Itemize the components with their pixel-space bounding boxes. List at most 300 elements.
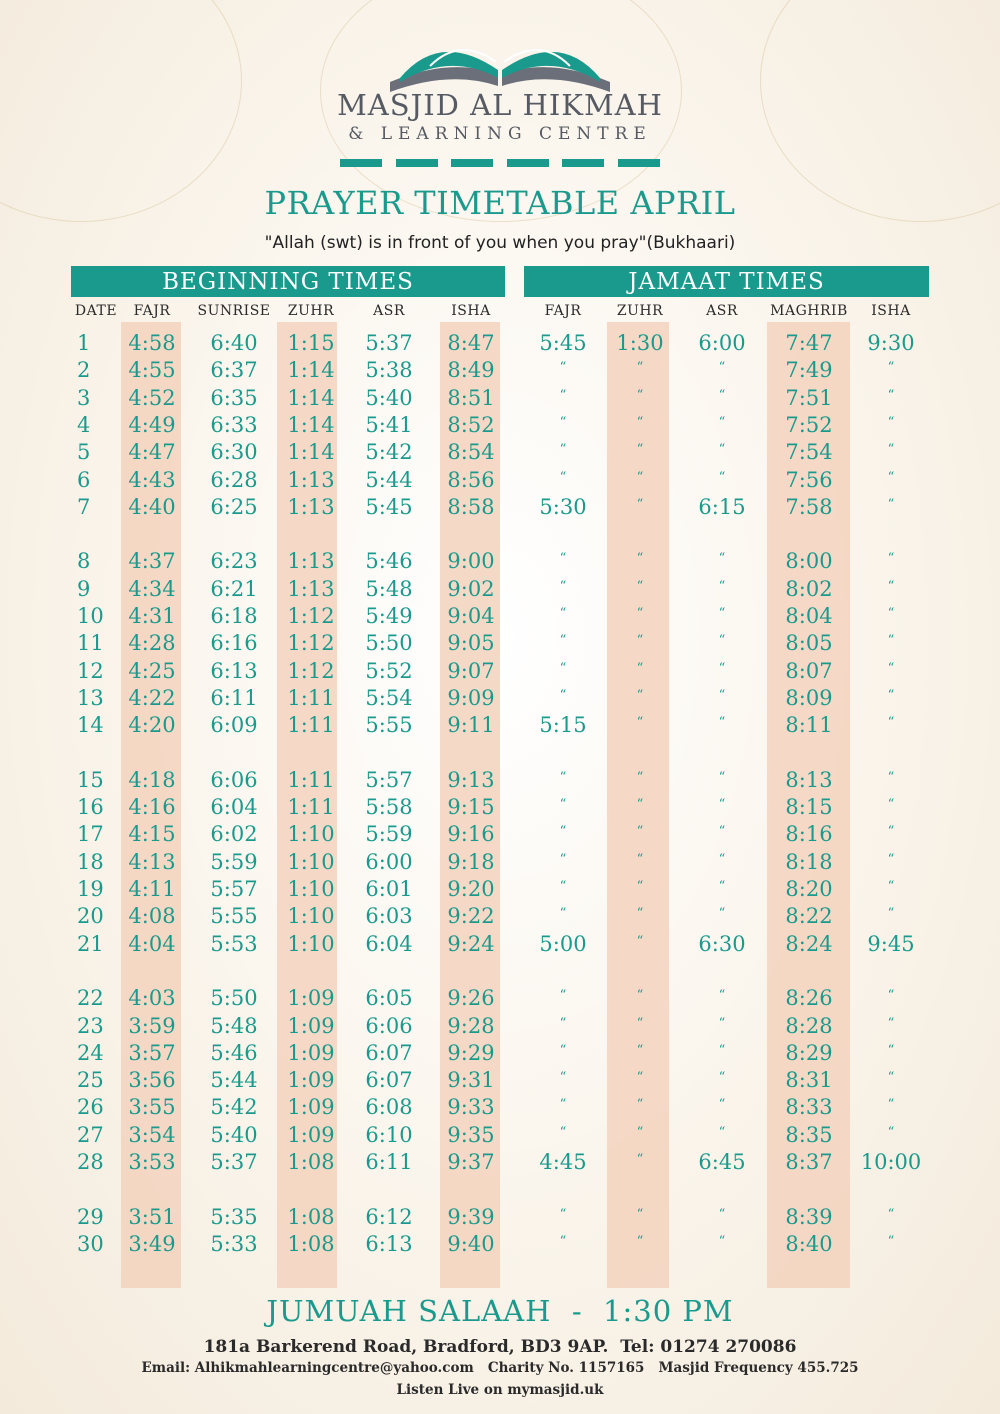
col-header-jamaat-fajr: FAJR	[544, 303, 582, 319]
cell-isha: 9:26	[447, 986, 495, 1011]
cell-jamaat-fajr: “	[559, 1042, 567, 1058]
cell-jamaat-fajr: “	[559, 578, 567, 594]
cell-jamaat-asr: “	[718, 687, 726, 703]
cell-jamaat-zuhr: 1:30	[616, 331, 664, 355]
cell-jamaat-asr: “	[718, 360, 726, 376]
cell-jamaat-asr: “	[718, 1015, 726, 1031]
cell-jamaat-asr: “	[718, 606, 726, 621]
cell-date: 16	[77, 795, 104, 820]
cell-jamaat-asr: “	[718, 1070, 726, 1086]
cell-asr: 5:37	[365, 331, 413, 355]
cell-jamaat-zuhr: “	[636, 988, 644, 1004]
cell-fajr: 4:16	[128, 795, 176, 820]
cell-jamaat-fajr: 5:45	[539, 331, 587, 355]
cell-jamaat-zuhr: “	[636, 933, 644, 949]
cell-jamaat-asr: “	[718, 797, 726, 813]
dash	[340, 159, 382, 167]
cell-sunrise: 6:18	[210, 604, 258, 628]
cell-asr: 6:01	[365, 877, 413, 901]
cell-sunrise: 6:33	[210, 412, 258, 437]
cell-jamaat-zuhr: “	[636, 578, 644, 594]
cell-jamaat-isha: 9:30	[867, 331, 915, 355]
cell-date: 23	[77, 1013, 104, 1038]
cell-jamaat-maghrib: 8:20	[785, 877, 833, 901]
cell-jamaat-zuhr: “	[636, 360, 644, 376]
cell-zuhr: 1:13	[287, 549, 335, 574]
cell-isha: 9:28	[447, 1013, 495, 1038]
cell-asr: 5:45	[365, 494, 413, 519]
cell-jamaat-isha: “	[887, 1206, 895, 1222]
cell-isha: 9:31	[447, 1068, 495, 1093]
cell-jamaat-zuhr: “	[636, 851, 644, 867]
cell-fajr: 4:34	[128, 576, 176, 601]
cell-sunrise: 6:40	[210, 331, 258, 355]
cell-jamaat-asr: “	[718, 414, 726, 430]
cell-isha: 9:00	[447, 549, 495, 574]
cell-zuhr: 1:09	[287, 1040, 335, 1065]
cell-isha: 9:04	[447, 604, 495, 628]
cell-isha: 9:24	[447, 931, 495, 956]
cell-date: 20	[77, 904, 104, 929]
cell-fajr: 3:53	[128, 1150, 176, 1174]
cell-jamaat-maghrib: 8:22	[785, 904, 833, 929]
cell-jamaat-fajr: 5:30	[539, 494, 587, 519]
cell-jamaat-asr: “	[718, 1233, 726, 1249]
cell-fajr: 3:59	[128, 1013, 176, 1038]
cell-asr: 6:07	[365, 1068, 413, 1093]
cell-jamaat-asr: “	[718, 769, 726, 785]
cell-jamaat-isha: “	[887, 769, 895, 785]
cell-jamaat-fajr: “	[559, 442, 567, 458]
cell-jamaat-zuhr: “	[636, 633, 644, 649]
cell-jamaat-maghrib: 8:24	[785, 931, 833, 956]
cell-sunrise: 5:44	[210, 1068, 258, 1093]
cell-fajr: 4:03	[128, 986, 176, 1011]
cell-jamaat-maghrib: 8:16	[785, 822, 833, 847]
cell-zuhr: 1:09	[287, 986, 335, 1011]
cell-isha: 8:54	[447, 440, 495, 465]
cell-sunrise: 5:33	[210, 1231, 258, 1256]
cell-jamaat-zuhr: “	[636, 387, 644, 403]
cell-date: 6	[77, 467, 91, 492]
cell-isha: 9:22	[447, 904, 495, 929]
cell-jamaat-asr: “	[718, 442, 726, 458]
cell-jamaat-asr: “	[718, 551, 726, 567]
cell-asr: 5:41	[365, 412, 413, 437]
cell-date: 27	[77, 1122, 104, 1147]
cell-jamaat-maghrib: 7:47	[785, 331, 833, 355]
cell-jamaat-zuhr: “	[636, 551, 644, 567]
cell-date: 25	[77, 1068, 104, 1093]
cell-isha: 9:07	[447, 658, 495, 683]
cell-zuhr: 1:13	[287, 467, 335, 492]
cell-isha: 9:37	[447, 1150, 495, 1174]
cell-zuhr: 1:10	[287, 877, 335, 901]
cell-jamaat-fajr: “	[559, 687, 567, 703]
cell-sunrise: 5:50	[210, 986, 258, 1011]
cell-jamaat-isha: “	[887, 1070, 895, 1086]
cell-jamaat-asr: “	[718, 1097, 726, 1113]
cell-sunrise: 5:48	[210, 1013, 258, 1038]
cell-fajr: 4:13	[128, 849, 176, 874]
cell-sunrise: 5:37	[210, 1150, 258, 1174]
col-header-asr: ASR	[373, 303, 405, 319]
cell-jamaat-fajr: “	[559, 906, 567, 922]
cell-isha: 9:29	[447, 1040, 495, 1065]
cell-jamaat-isha: “	[887, 879, 895, 894]
cell-fajr: 4:58	[128, 331, 176, 355]
cell-jamaat-fajr: “	[559, 469, 567, 485]
cell-jamaat-zuhr: “	[636, 687, 644, 703]
cell-jamaat-zuhr: “	[636, 469, 644, 485]
cell-jamaat-isha: “	[887, 824, 895, 840]
cell-jamaat-zuhr: “	[636, 1233, 644, 1249]
cell-jamaat-isha: “	[887, 906, 895, 922]
cell-isha: 9:35	[447, 1122, 495, 1147]
footer-listen-live: Listen Live on mymasjid.uk	[396, 1382, 604, 1398]
cell-jamaat-isha: 10:00	[860, 1150, 922, 1174]
cell-jamaat-isha: “	[887, 1015, 895, 1031]
cell-isha: 8:49	[447, 358, 495, 383]
cell-asr: 5:57	[365, 767, 413, 792]
cell-jamaat-fajr: “	[559, 769, 567, 785]
cell-asr: 5:52	[365, 658, 413, 683]
cell-date: 4	[77, 412, 91, 437]
cell-zuhr: 1:14	[287, 385, 335, 410]
cell-fajr: 4:55	[128, 358, 176, 383]
col-header-date: DATE	[74, 303, 118, 319]
col-header-jamaat-asr: ASR	[706, 303, 738, 319]
footer-contact: Email: Alhikmahlearningcentre@yahoo.com Charity No. 1157165 Masjid Frequency 455.725	[141, 1360, 859, 1376]
cell-jamaat-maghrib: 7:51	[785, 385, 833, 410]
cell-isha: 9:15	[447, 795, 495, 820]
cell-jamaat-isha: “	[887, 715, 895, 731]
cell-fajr: 4:15	[128, 822, 176, 847]
cell-jamaat-asr: “	[718, 469, 726, 485]
cell-date: 13	[77, 685, 104, 710]
cell-jamaat-maghrib: 8:31	[785, 1068, 833, 1093]
cell-jamaat-maghrib: 7:54	[785, 440, 833, 465]
cell-asr: 6:03	[365, 904, 413, 929]
cell-jamaat-maghrib: 8:29	[785, 1040, 833, 1065]
cell-jamaat-fajr: “	[559, 879, 567, 894]
cell-date: 15	[77, 767, 104, 792]
col-header-fajr: FAJR	[133, 303, 171, 319]
cell-isha: 9:39	[447, 1204, 495, 1229]
cell-asr: 5:38	[365, 358, 413, 383]
cell-asr: 6:12	[365, 1204, 413, 1229]
cell-jamaat-maghrib: 7:56	[785, 467, 833, 492]
cell-jamaat-zuhr: “	[636, 824, 644, 840]
cell-jamaat-maghrib: 8:00	[785, 549, 833, 574]
cell-isha: 8:47	[447, 331, 495, 355]
cell-sunrise: 6:11	[210, 685, 258, 710]
cell-jamaat-fajr: “	[559, 988, 567, 1004]
cell-fajr: 4:11	[128, 877, 176, 901]
cell-isha: 8:52	[447, 412, 495, 437]
cell-zuhr: 1:09	[287, 1068, 335, 1093]
cell-asr: 5:44	[365, 467, 413, 492]
col-header-isha: ISHA	[451, 303, 491, 319]
cell-jamaat-isha: “	[887, 360, 895, 376]
cell-zuhr: 1:12	[287, 658, 335, 683]
cell-zuhr: 1:15	[287, 331, 335, 355]
cell-fajr: 4:49	[128, 412, 176, 437]
cell-jamaat-isha: “	[887, 496, 895, 512]
cell-isha: 8:56	[447, 467, 495, 492]
cell-zuhr: 1:12	[287, 604, 335, 628]
cell-jamaat-isha: “	[887, 469, 895, 485]
cell-jamaat-fajr: “	[559, 824, 567, 840]
cell-fajr: 3:55	[128, 1095, 176, 1120]
cell-date: 3	[77, 385, 91, 410]
cell-sunrise: 5:40	[210, 1122, 258, 1147]
cell-jamaat-isha: “	[887, 551, 895, 567]
cell-asr: 5:42	[365, 440, 413, 465]
col-header-jamaat-zuhr: ZUHR	[616, 303, 664, 319]
cell-jamaat-maghrib: 8:39	[785, 1204, 833, 1229]
cell-jamaat-fajr: “	[559, 660, 567, 676]
cell-jamaat-zuhr: “	[636, 1206, 644, 1222]
cell-jamaat-asr: “	[718, 660, 726, 676]
cell-jamaat-maghrib: 8:18	[785, 849, 833, 874]
cell-sunrise: 6:09	[210, 713, 258, 738]
cell-jamaat-isha: “	[887, 633, 895, 649]
cell-date: 18	[77, 849, 104, 874]
cell-jamaat-isha: 9:45	[867, 931, 915, 956]
cell-fajr: 3:49	[128, 1231, 176, 1256]
cell-fajr: 4:52	[128, 385, 176, 410]
cell-zuhr: 1:11	[287, 795, 335, 820]
cell-jamaat-asr: “	[718, 1124, 726, 1140]
cell-jamaat-maghrib: 8:28	[785, 1013, 833, 1038]
cell-jamaat-isha: “	[887, 988, 895, 1004]
cell-jamaat-isha: “	[887, 1124, 895, 1140]
cell-date: 12	[77, 658, 104, 683]
cell-jamaat-asr: 6:00	[698, 331, 746, 355]
cell-asr: 6:10	[365, 1122, 413, 1147]
cell-jamaat-fajr: 5:00	[539, 931, 587, 956]
cell-asr: 6:13	[365, 1231, 413, 1256]
cell-jamaat-zuhr: “	[636, 769, 644, 785]
cell-sunrise: 6:02	[210, 822, 258, 847]
cell-isha: 9:05	[447, 631, 495, 656]
cell-jamaat-maghrib: 8:15	[785, 795, 833, 820]
cell-fajr: 4:20	[128, 713, 176, 738]
divider-dashes	[340, 159, 660, 167]
cell-isha: 9:40	[447, 1231, 495, 1256]
cell-jamaat-isha: “	[887, 851, 895, 867]
cell-fajr: 3:51	[128, 1204, 176, 1229]
cell-sunrise: 5:59	[210, 849, 258, 874]
cell-asr: 5:59	[365, 822, 413, 847]
cell-jamaat-fajr: “	[559, 1070, 567, 1086]
cell-jamaat-isha: “	[887, 606, 895, 621]
cell-jamaat-zuhr: “	[636, 1070, 644, 1086]
cell-date: 17	[77, 822, 104, 847]
cell-zuhr: 1:14	[287, 440, 335, 465]
cell-date: 9	[77, 576, 91, 601]
cell-jamaat-asr: “	[718, 906, 726, 922]
cell-jamaat-maghrib: 8:26	[785, 986, 833, 1011]
cell-sunrise: 6:30	[210, 440, 258, 465]
cell-sunrise: 6:13	[210, 658, 258, 683]
cell-jamaat-asr: “	[718, 1206, 726, 1222]
cell-isha: 9:13	[447, 767, 495, 792]
cell-zuhr: 1:11	[287, 713, 335, 738]
cell-jamaat-fajr: “	[559, 1233, 567, 1249]
cell-jamaat-zuhr: “	[636, 606, 644, 621]
footer-address: 181a Barkerend Road, Bradford, BD3 9AP. Tel: 01274 270086	[203, 1337, 797, 1357]
cell-jamaat-isha: “	[887, 687, 895, 703]
cell-sunrise: 6:16	[210, 631, 258, 656]
cell-jamaat-maghrib: 8:37	[785, 1150, 833, 1174]
cell-date: 28	[77, 1150, 104, 1174]
cell-jamaat-zuhr: “	[636, 442, 644, 458]
cell-jamaat-fajr: “	[559, 1124, 567, 1140]
cell-jamaat-maghrib: 8:11	[785, 713, 833, 738]
cell-jamaat-asr: “	[718, 824, 726, 840]
cell-isha: 9:02	[447, 576, 495, 601]
cell-jamaat-zuhr: “	[636, 1097, 644, 1113]
cell-jamaat-fajr: “	[559, 551, 567, 567]
cell-jamaat-zuhr: “	[636, 906, 644, 922]
col-header-jamaat-maghrib: MAGHRIB	[770, 303, 848, 319]
cell-zuhr: 1:11	[287, 685, 335, 710]
cell-zuhr: 1:11	[287, 767, 335, 792]
org-name: MASJID AL HIKMAH	[337, 88, 663, 122]
cell-jamaat-fajr: “	[559, 851, 567, 867]
cell-asr: 6:06	[365, 1013, 413, 1038]
quote: "Allah (swt) is in front of you when you pray"(Bukhaari)	[264, 233, 736, 253]
cell-zuhr: 1:10	[287, 931, 335, 956]
cell-jamaat-maghrib: 7:58	[785, 494, 833, 519]
cell-zuhr: 1:09	[287, 1122, 335, 1147]
cell-zuhr: 1:08	[287, 1231, 335, 1256]
cell-jamaat-fajr: “	[559, 414, 567, 430]
cell-asr: 6:04	[365, 931, 413, 956]
cell-jamaat-maghrib: 7:49	[785, 358, 833, 383]
cell-jamaat-maghrib: 8:13	[785, 767, 833, 792]
page-title: PRAYER TIMETABLE APRIL	[264, 184, 736, 222]
cell-jamaat-fajr: “	[559, 360, 567, 376]
cell-zuhr: 1:09	[287, 1095, 335, 1120]
jamaat-times-header: JAMAAT TIMES	[524, 266, 929, 297]
cell-sunrise: 6:28	[210, 467, 258, 492]
dash	[507, 159, 549, 167]
col-header-zuhr: ZUHR	[287, 303, 335, 319]
cell-zuhr: 1:09	[287, 1013, 335, 1038]
cell-jamaat-maghrib: 8:04	[785, 604, 833, 628]
cell-jamaat-asr: “	[718, 578, 726, 594]
cell-zuhr: 1:12	[287, 631, 335, 656]
cell-jamaat-isha: “	[887, 414, 895, 430]
cell-jamaat-asr: 6:30	[698, 931, 746, 956]
cell-sunrise: 6:35	[210, 385, 258, 410]
cell-jamaat-fajr: “	[559, 1015, 567, 1031]
cell-jamaat-isha: “	[887, 387, 895, 403]
col-header-jamaat-isha: ISHA	[871, 303, 911, 319]
cell-date: 1	[77, 331, 91, 355]
cell-date: 14	[77, 713, 104, 738]
cell-zuhr: 1:14	[287, 358, 335, 383]
cell-jamaat-maghrib: 8:02	[785, 576, 833, 601]
cell-sunrise: 6:37	[210, 358, 258, 383]
cell-jamaat-asr: “	[718, 988, 726, 1004]
cell-fajr: 4:08	[128, 904, 176, 929]
dash	[618, 159, 660, 167]
cell-asr: 5:58	[365, 795, 413, 820]
cell-fajr: 4:43	[128, 467, 176, 492]
cell-date: 19	[77, 877, 104, 901]
cell-date: 7	[77, 494, 91, 519]
cell-jamaat-fajr: “	[559, 797, 567, 813]
cell-sunrise: 6:25	[210, 494, 258, 519]
cell-sunrise: 6:21	[210, 576, 258, 601]
cell-jamaat-asr: “	[718, 633, 726, 649]
col-header-sunrise: SUNRISE	[197, 303, 271, 319]
cell-zuhr: 1:08	[287, 1150, 335, 1174]
cell-jamaat-fajr: “	[559, 1097, 567, 1113]
cell-asr: 5:46	[365, 549, 413, 574]
cell-jamaat-maghrib: 8:35	[785, 1122, 833, 1147]
cell-jamaat-zuhr: “	[636, 1152, 644, 1167]
cell-jamaat-maghrib: 8:40	[785, 1231, 833, 1256]
cell-date: 24	[77, 1040, 104, 1065]
cell-jamaat-isha: “	[887, 578, 895, 594]
cell-zuhr: 1:13	[287, 494, 335, 519]
cell-asr: 6:05	[365, 986, 413, 1011]
cell-sunrise: 6:04	[210, 795, 258, 820]
open-book-logo-icon	[380, 22, 620, 94]
cell-jamaat-zuhr: “	[636, 715, 644, 731]
cell-zuhr: 1:14	[287, 412, 335, 437]
cell-jamaat-zuhr: “	[636, 1015, 644, 1031]
cell-zuhr: 1:10	[287, 849, 335, 874]
cell-zuhr: 1:08	[287, 1204, 335, 1229]
cell-jamaat-isha: “	[887, 1097, 895, 1113]
beginning-times-header: BEGINNING TIMES	[71, 266, 505, 297]
cell-jamaat-fajr: “	[559, 387, 567, 403]
cell-zuhr: 1:10	[287, 904, 335, 929]
cell-isha: 9:11	[447, 713, 495, 738]
cell-isha: 9:09	[447, 685, 495, 710]
cell-fajr: 3:57	[128, 1040, 176, 1065]
cell-asr: 6:08	[365, 1095, 413, 1120]
cell-asr: 6:11	[365, 1150, 413, 1174]
cell-jamaat-isha: “	[887, 1233, 895, 1249]
cell-sunrise: 5:53	[210, 931, 258, 956]
cell-jamaat-fajr: “	[559, 1206, 567, 1222]
dash	[562, 159, 604, 167]
cell-fajr: 4:18	[128, 767, 176, 792]
cell-jamaat-asr: “	[718, 715, 726, 731]
cell-fajr: 4:22	[128, 685, 176, 710]
cell-date: 21	[77, 931, 104, 956]
cell-jamaat-isha: “	[887, 660, 895, 676]
cell-date: 11	[77, 631, 104, 656]
cell-jamaat-fajr: 4:45	[539, 1150, 587, 1174]
cell-jamaat-asr: “	[718, 1042, 726, 1058]
cell-sunrise: 5:35	[210, 1204, 258, 1229]
cell-date: 5	[77, 440, 91, 465]
cell-jamaat-maghrib: 8:05	[785, 631, 833, 656]
cell-jamaat-maghrib: 7:52	[785, 412, 833, 437]
cell-asr: 6:00	[365, 849, 413, 874]
cell-jamaat-zuhr: “	[636, 879, 644, 894]
cell-sunrise: 6:06	[210, 767, 258, 792]
cell-date: 22	[77, 986, 104, 1011]
